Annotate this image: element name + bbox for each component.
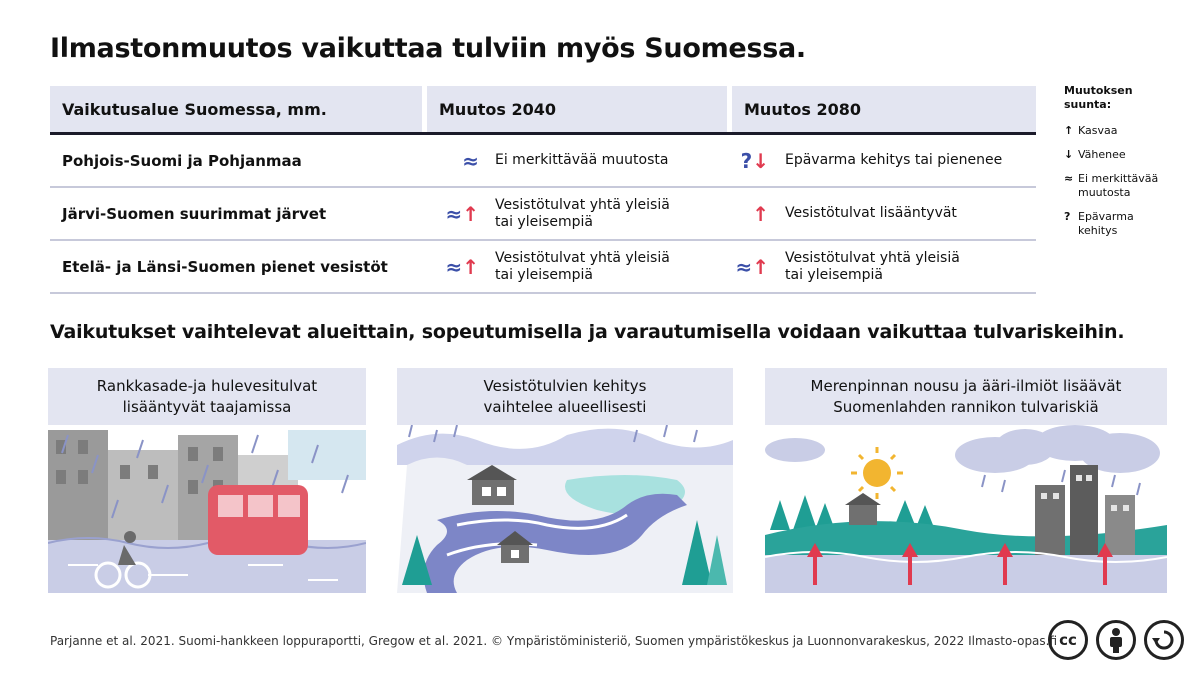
row-area: Etelä- ja Länsi-Suomen pienet vesistöt <box>62 257 388 276</box>
trend-icons <box>727 149 775 173</box>
header-2080: Muutos 2080 <box>732 86 1036 132</box>
urban-flood-illustration <box>48 425 366 593</box>
cell-text: tai yleisempiä <box>495 266 593 283</box>
trend-icons <box>727 202 775 226</box>
uncertain-icon: ? <box>1064 210 1071 223</box>
trend-icons <box>427 202 485 226</box>
cell-text: tai yleisempiä <box>785 266 883 283</box>
legend <box>1064 84 1184 248</box>
cell-text: Vesistötulvat lisääntyvät <box>785 205 957 221</box>
cell-text: Vesistötulvat yhtä yleisiä <box>495 196 670 213</box>
cell-text: Vesistötulvat yhtä yleisiä <box>785 249 960 266</box>
legend-label: muutosta <box>1078 186 1131 199</box>
arrow-down-icon: ↓ <box>752 148 769 173</box>
panel-title-line: Rankkasade-ja hulevesitulvat <box>96 376 318 395</box>
coastal-illustration <box>765 425 1167 593</box>
row-area: Pohjois-Suomi ja Pohjanmaa <box>62 151 302 170</box>
no-change-icon: ≈ <box>445 254 463 279</box>
uncertain-icon: ? <box>740 148 753 173</box>
legend-label: Ei merkittävää <box>1078 172 1159 185</box>
header-area: Vaikutusalue Suomessa, mm. <box>50 86 422 132</box>
legend-label: Kasvaa <box>1078 124 1118 137</box>
panel-title-line: Merenpinnan nousu ja ääri-ilmiöt lisäävät <box>810 376 1122 395</box>
table-row <box>50 188 1036 241</box>
legend-title-line: Muutoksen <box>1064 84 1133 97</box>
panel-coastal-flooding <box>765 368 1167 593</box>
cell-text: Ei merkittävää muutosta <box>495 152 669 168</box>
trend-icons <box>727 255 775 279</box>
arrow-up-icon: ↑ <box>752 201 769 226</box>
panel-title-line: lisääntyvät taajamissa <box>122 397 292 416</box>
panel-urban-flooding <box>48 368 366 593</box>
table-row <box>50 135 1036 188</box>
legend-item <box>1064 172 1184 200</box>
table-header <box>50 86 1036 132</box>
arrow-up-icon: ↑ <box>462 254 479 279</box>
row-area: Järvi-Suomen suurimmat järvet <box>62 204 327 223</box>
cell-text: Vesistötulvat yhtä yleisiä <box>495 249 670 266</box>
arrow-up-icon: ↑ <box>462 201 479 226</box>
legend-item <box>1064 210 1184 238</box>
page-title: Ilmastonmuutos vaikuttaa tulviin myös Suomessa. <box>50 33 806 64</box>
legend-item <box>1064 124 1184 138</box>
legend-label: Vähenee <box>1078 148 1126 161</box>
trend-icons <box>427 149 485 173</box>
no-change-icon: ≈ <box>735 254 753 279</box>
source-footer: Parjanne et al. 2021. Suomi-hankkeen loppuraportti, Gregow et al. 2021. © Ympäristöministeriö, Suomen ympäristökeskus ja Luonnonvarakeskus, 2022 Ilmasto-opas.fi <box>50 634 1058 648</box>
header-2040: Muutos 2040 <box>427 86 727 132</box>
legend-item <box>1064 148 1184 162</box>
panel-title <box>397 368 733 425</box>
panel-title <box>48 368 366 425</box>
panel-title-line: Vesistötulvien kehitys <box>483 376 647 395</box>
arrow-up-icon: ↑ <box>752 254 769 279</box>
panel-title-line: Suomenlahden rannikon tulvariskiä <box>833 397 1099 416</box>
share-alike-icon <box>1144 620 1184 660</box>
cc-label: cc <box>1059 631 1077 649</box>
legend-title <box>1064 84 1184 112</box>
arrow-down-icon: ↓ <box>1064 148 1074 161</box>
no-change-icon: ≈ <box>462 148 479 173</box>
table-row <box>50 241 1036 294</box>
legend-label: Epävarma <box>1078 210 1134 223</box>
panel-river-flooding <box>397 368 733 593</box>
cell-text: Epävarma kehitys tai pienenee <box>785 152 1003 168</box>
panel-title-line: vaihtelee alueellisesti <box>483 397 647 416</box>
trend-icons <box>427 255 485 279</box>
legend-label: kehitys <box>1078 224 1118 237</box>
legend-title-line: suunta: <box>1064 98 1112 111</box>
arrow-up-icon: ↑ <box>1064 124 1074 137</box>
cell-text: tai yleisempiä <box>495 213 593 230</box>
impact-table <box>50 86 1036 294</box>
river-illustration <box>397 425 733 593</box>
cc-license-icon <box>1048 620 1088 660</box>
attribution-icon <box>1096 620 1136 660</box>
panel-title <box>765 368 1167 425</box>
no-change-icon: ≈ <box>1064 172 1074 185</box>
no-change-icon: ≈ <box>445 201 463 226</box>
section-subtitle: Vaikutukset vaihtelevat alueittain, sopeutumisella ja varautumisella voidaan vaikuttaa tulvariskeihin. <box>50 321 1125 343</box>
